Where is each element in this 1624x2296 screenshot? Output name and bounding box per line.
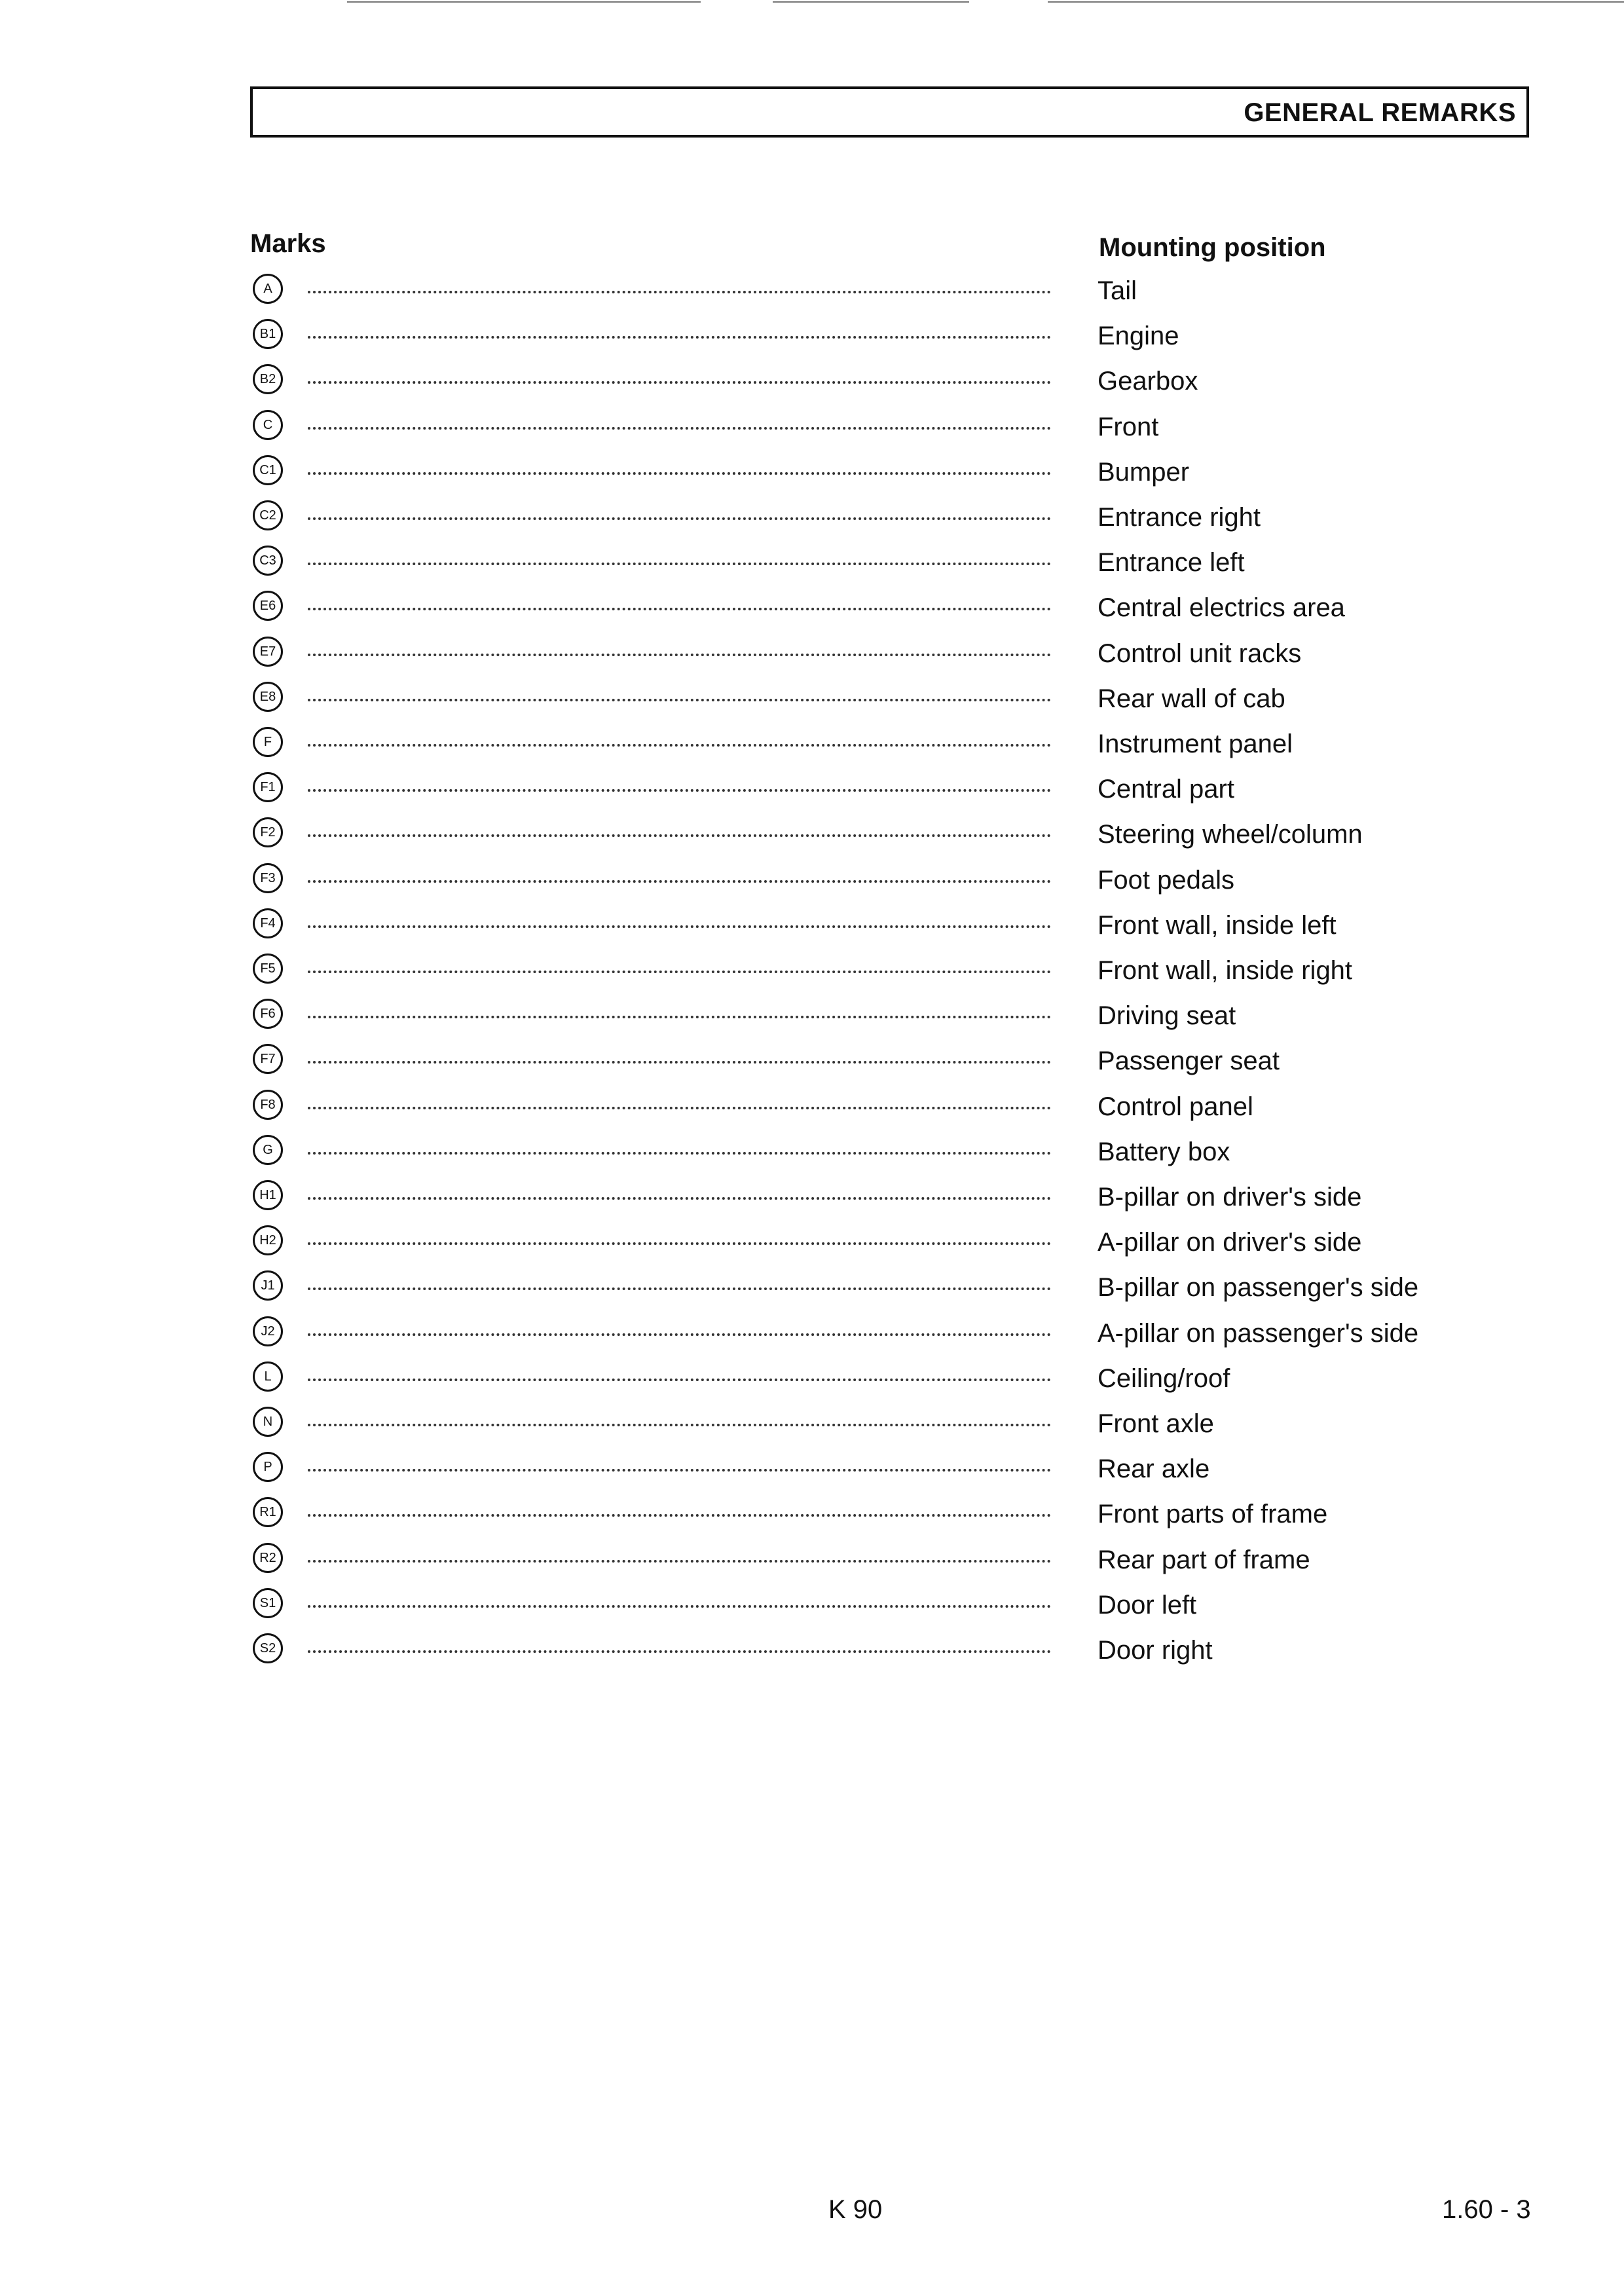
mounting-position-label: Control unit racks <box>1098 639 1302 668</box>
mounting-position-label: A-pillar on driver's side <box>1098 1228 1362 1257</box>
mounting-position-label: Door right <box>1098 1636 1213 1665</box>
dotted-leader <box>308 1152 1051 1155</box>
dotted-leader <box>308 744 1051 747</box>
list-item <box>0 546 1624 585</box>
mounting-position-label: Ceiling/roof <box>1098 1364 1230 1393</box>
dotted-leader <box>308 1424 1051 1426</box>
list-item <box>0 591 1624 630</box>
dotted-leader <box>308 789 1051 792</box>
mark-circle-icon: J1 <box>253 1270 283 1301</box>
mounting-position-label: Front <box>1098 413 1159 441</box>
list-item <box>0 1452 1624 1491</box>
dotted-leader <box>308 563 1051 565</box>
list-item <box>0 1361 1624 1401</box>
mark-circle-icon: E6 <box>253 591 283 621</box>
mounting-position-label: Entrance right <box>1098 503 1261 532</box>
mark-circle-icon: F <box>253 727 283 757</box>
top-scan-line <box>1048 1 1624 3</box>
mark-circle-icon: F7 <box>253 1044 283 1074</box>
mounting-position-label: Front wall, inside right <box>1098 956 1353 985</box>
dotted-leader <box>308 427 1051 430</box>
list-item <box>0 500 1624 540</box>
mounting-position-label: Driving seat <box>1098 1001 1236 1030</box>
list-item <box>0 1543 1624 1582</box>
dotted-leader <box>308 834 1051 837</box>
mounting-position-label: Engine <box>1098 322 1179 350</box>
dotted-leader <box>308 1242 1051 1245</box>
mark-circle-icon: F8 <box>253 1090 283 1120</box>
mark-circle-icon: F2 <box>253 817 283 847</box>
list-item <box>0 817 1624 857</box>
dotted-leader <box>308 472 1051 475</box>
header-box <box>250 86 1529 138</box>
dotted-leader <box>308 1514 1051 1517</box>
marks-heading: Marks <box>250 229 326 258</box>
mark-circle-icon: E8 <box>253 682 283 712</box>
dotted-leader <box>308 971 1051 973</box>
mark-circle-icon: F5 <box>253 954 283 984</box>
mark-circle-icon: R2 <box>253 1543 283 1573</box>
list-item <box>0 1180 1624 1219</box>
mounting-position-label: Entrance left <box>1098 548 1245 577</box>
list-item <box>0 999 1624 1038</box>
mark-circle-icon: L <box>253 1361 283 1392</box>
mark-circle-icon: C3 <box>253 546 283 576</box>
mounting-position-label: Central electrics area <box>1098 593 1345 622</box>
mounting-position-label: B-pillar on passenger's side <box>1098 1273 1419 1302</box>
mark-circle-icon: G <box>253 1135 283 1165</box>
mounting-position-label: Foot pedals <box>1098 866 1235 895</box>
footer-page-number: 1.60 - 3 <box>1442 2195 1531 2224</box>
mark-circle-icon: S2 <box>253 1633 283 1663</box>
list-item <box>0 364 1624 403</box>
list-item <box>0 1225 1624 1265</box>
mark-circle-icon: F6 <box>253 999 283 1029</box>
mounting-position-label: Rear wall of cab <box>1098 684 1285 713</box>
dotted-leader <box>308 880 1051 883</box>
top-scan-line <box>347 1 701 3</box>
list-item <box>0 863 1624 902</box>
list-item <box>0 682 1624 721</box>
top-scan-line <box>773 1 969 3</box>
dotted-leader <box>308 1605 1051 1608</box>
mounting-position-label: Rear axle <box>1098 1454 1210 1483</box>
list-item <box>0 274 1624 313</box>
list-item <box>0 908 1624 948</box>
mounting-position-label: Instrument panel <box>1098 730 1293 758</box>
dotted-leader <box>308 1016 1051 1018</box>
list-item <box>0 319 1624 358</box>
dotted-leader <box>308 608 1051 610</box>
mounting-position-heading: Mounting position <box>1099 233 1326 262</box>
mark-circle-icon: C2 <box>253 500 283 530</box>
mounting-position-label: Bumper <box>1098 458 1190 487</box>
mounting-position-label: Steering wheel/column <box>1098 820 1363 849</box>
mark-circle-icon: B1 <box>253 319 283 349</box>
mark-circle-icon: F1 <box>253 772 283 802</box>
dotted-leader <box>308 925 1051 928</box>
list-item <box>0 727 1624 766</box>
list-item <box>0 1588 1624 1627</box>
mounting-position-label: Rear part of frame <box>1098 1546 1310 1574</box>
list-item <box>0 1633 1624 1673</box>
mounting-position-label: Door left <box>1098 1591 1197 1620</box>
list-item <box>0 1135 1624 1174</box>
mounting-position-label: Front axle <box>1098 1409 1214 1438</box>
list-item <box>0 1407 1624 1446</box>
mark-circle-icon: C1 <box>253 455 283 485</box>
dotted-leader <box>308 1061 1051 1064</box>
list-item <box>0 410 1624 449</box>
dotted-leader <box>308 336 1051 339</box>
mark-circle-icon: R1 <box>253 1497 283 1527</box>
list-item <box>0 1270 1624 1310</box>
mark-circle-icon: F3 <box>253 863 283 893</box>
dotted-leader <box>308 1379 1051 1381</box>
mark-circle-icon: H1 <box>253 1180 283 1210</box>
mounting-position-label: Battery box <box>1098 1138 1230 1166</box>
mounting-position-label: A-pillar on passenger's side <box>1098 1319 1419 1348</box>
dotted-leader <box>308 654 1051 656</box>
list-item <box>0 1090 1624 1129</box>
dotted-leader <box>308 1197 1051 1200</box>
dotted-leader <box>308 517 1051 520</box>
mark-circle-icon: N <box>253 1407 283 1437</box>
mark-circle-icon: J2 <box>253 1316 283 1346</box>
dotted-leader <box>308 1333 1051 1336</box>
dotted-leader <box>308 1107 1051 1109</box>
footer-model: K 90 <box>828 2195 883 2224</box>
list-item <box>0 954 1624 993</box>
dotted-leader <box>308 1287 1051 1290</box>
list-item <box>0 1044 1624 1083</box>
mark-circle-icon: P <box>253 1452 283 1482</box>
mounting-position-label: Front parts of frame <box>1098 1500 1328 1528</box>
mark-circle-icon: S1 <box>253 1588 283 1618</box>
dotted-leader <box>308 1469 1051 1472</box>
mark-circle-icon: A <box>253 274 283 304</box>
dotted-leader <box>308 381 1051 384</box>
dotted-leader <box>308 1560 1051 1563</box>
list-item <box>0 455 1624 494</box>
mounting-position-label: Tail <box>1098 276 1137 305</box>
list-item <box>0 1497 1624 1536</box>
mark-circle-icon: H2 <box>253 1225 283 1255</box>
mark-circle-icon: F4 <box>253 908 283 938</box>
mounting-position-label: Central part <box>1098 775 1234 804</box>
dotted-leader <box>308 699 1051 701</box>
mounting-position-label: B-pillar on driver's side <box>1098 1183 1362 1212</box>
mark-circle-icon: B2 <box>253 364 283 394</box>
list-item <box>0 637 1624 676</box>
page-title: GENERAL REMARKS <box>1244 98 1516 127</box>
mounting-position-label: Control panel <box>1098 1092 1253 1121</box>
mark-circle-icon: E7 <box>253 637 283 667</box>
list-item <box>0 1316 1624 1356</box>
mounting-position-label: Front wall, inside left <box>1098 911 1337 940</box>
list-item <box>0 772 1624 811</box>
mounting-position-label: Passenger seat <box>1098 1046 1280 1075</box>
dotted-leader <box>308 1650 1051 1653</box>
dotted-leader <box>308 291 1051 293</box>
mounting-position-label: Gearbox <box>1098 367 1198 396</box>
mark-circle-icon: C <box>253 410 283 440</box>
